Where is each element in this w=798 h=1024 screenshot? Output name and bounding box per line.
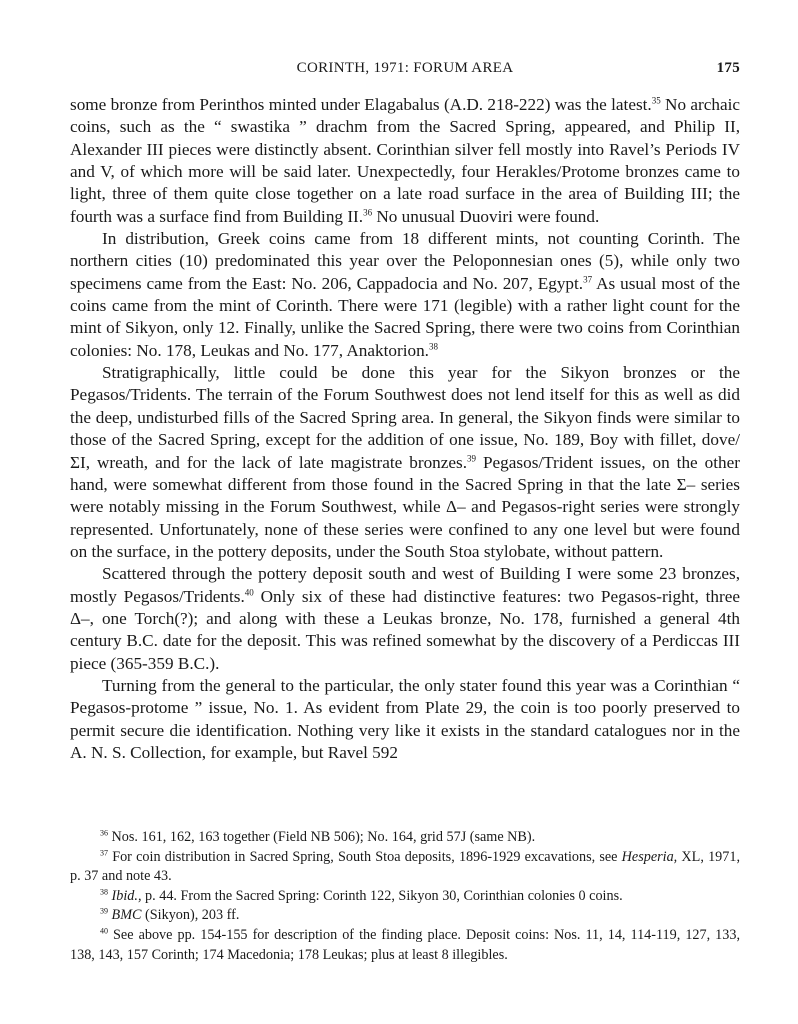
body-text xyxy=(70,94,740,764)
footnote-ref: 37 xyxy=(583,274,593,285)
page-header xyxy=(70,60,740,82)
footnote-ref: 38 xyxy=(428,341,438,352)
running-head: CORINTH, 1971: FORUM AREA xyxy=(296,60,514,76)
footnote-ref: 40 xyxy=(244,586,254,597)
paragraph: Scattered through the pottery deposit south and west of Building I were some 23 bronzes, mostly Pegasos/Tridents.$^{40}$ Only six of these had distinctive features: two Pegasos-right, three Δ–, one Torch(?); and along with these a Leukas bronze, No. 178, furnished a general 4th century B.C. date for the deposit. This was refined somewhat by the discovery of a Perdiccas III piece (365-359 B.C.). xyxy=(70,564,740,673)
page-number: 175 xyxy=(716,60,740,76)
footnote-ref: 36 xyxy=(363,206,373,217)
footnote-ref: 39 xyxy=(467,452,476,463)
paragraph: some bronze from Perinthos minted under Elagabalus (A.D. 218-222) was the latest.$^{35}$ No archaic coins, such as the “ swastika ” drachm from the Sacred Spring, appeared, and Philip II, Alexander III pieces were distinctly absent. Corinthian silver fell mostly into Ravel’s Periods IV and V, of which more will be said later. Unexpectedly, four Herakles/Protome bronzes came to light, three of them quite close together on a late road surface in the area of Building III; the fourth was a surface find from Building II.$^{36}$ No unusual Duoviri were found. xyxy=(70,95,740,226)
footnote: $^{38}$ Ibid., p. 44. From the Sacred Spring: Corinth 122, Sikyon 30, Corinthian colonies 0 coins. xyxy=(100,887,623,904)
paragraph: Turning from the general to the particular, the only stater found this year was a Corinthian “ Pegasos-protome ” issue, No. 1. As evident from Plate 29, the coin is too poorly preserved to permit secure die identification. Nothing very like it exists in the standard catalogues nor in the A. N. S. Collection, for example, but Ravel 592 xyxy=(70,675,740,762)
paragraph: Stratigraphically, little could be done this year for the Sikyon bronzes or the Pegasos/Tridents. The terrain of the Forum Southwest does not lend itself for this as well as did the deep, undisturbed fills of the Sacred Spring area. In general, the Sikyon finds were similar to those of the Sacred Spring, except for the addition of one issue, No. 189, Boy with fillet, dove/ΣΙ, wreath, and for the lack of late magistrate bronzes.$^{39}$ Pegasos/Trident issues, on the other hand, were somewhat different from those found in the Sacred Spring in that the late Σ– series were notably missing in the Forum Southwest, while Δ– and Pegasos-right series were strongly represented. Unfortunately, none of these series were confined to any one level but were found on the surface, in the pottery deposits, under the South Stoa stylobate, without pattern. xyxy=(70,363,740,561)
footnote: $^{36}$ Nos. 161, 162, 163 together (Field NB 506); No. 164, grid 57J (same NB). xyxy=(100,828,536,845)
footnote-ref: 35 xyxy=(651,95,661,106)
footnote: $^{39}$ BMC (Sikyon), 203 ff. xyxy=(100,906,240,924)
paragraph: In distribution, Greek coins came from 18 different mints, not counting Corinth. The northern cities (10) predominated this year over the Peloponnesian ones (5), while only two specimens came from the East: No. 206, Cappadocia and No. 207, Egypt.$^{37}$ As usual most of the coins came from the mint of Corinth. There were 171 (legible) with a rather light count for the mint of Sikyon, only 12. Finally, unlike the Sacred Spring, there were two coins from Corinthian colonies: No. 178, Leukas and No. 177, Anaktorion.$^{38}$ xyxy=(70,229,740,360)
footnote: $^{40}$ See above pp. 154-155 for description of the finding place. Deposit coins: Nos. 11, 14, 114-119, 127, 133, 138, 143, 157 Corinth; 174 Macedonia; 178 Leukas; plus at least 8 illegibles. xyxy=(70,926,741,963)
footnote: $^{37}$ For coin distribution in Sacred Spring, South Stoa deposits, 1896-1929 excavations, see Hesperia, XL, 1971, p. 37 and note 43. xyxy=(70,847,740,885)
footnotes xyxy=(70,828,740,965)
